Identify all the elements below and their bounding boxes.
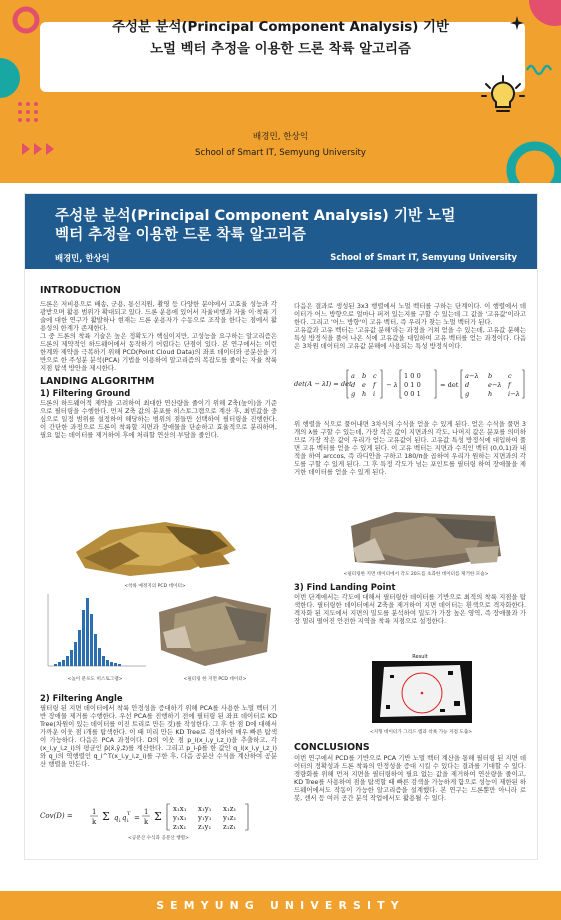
svg-text:0 0 1: 0 0 1 bbox=[404, 390, 421, 398]
left-column bbox=[40, 285, 277, 439]
svg-text:h: h bbox=[488, 390, 493, 398]
histogram-caption: <높이 분포도 히스토그램> bbox=[67, 677, 123, 682]
filtering-ground-text: 드론의 하드웨어적 제약을 고려하여 최대한 연산량을 줄이기 위해 Z축(높이)을 기준으로 필터링을 수행한다. 먼저 Z축 값의 분포를 히스토그램으로 계산 후, 최빈값을 중심으로 일정 범위를 설정하여 해당하는 범위의 점들만 선택하여 필터링을 진행한다. 이 간단한 과정으로 드론이 착륙할 지면과 장애물을 단순하고 효율적으로 분리하며, 필요 없는 데이터를 제거하여 후에 처리할 연산의 부담을 줄인다. bbox=[40, 399, 277, 439]
eigen-paragraph-2: 고유값과 고유 벡터는 '고유값 분해'라는 과정을 거쳐 얻을 수 있는데, 고유값 분해는 특성 방정식을 풀어 나온 식에 고유값을 대입하여 고유 벡터를 얻는 과정이다. 다음은 3차원 데이터의 고유값 분해에 사용되는 특성 방정식이다. bbox=[294, 326, 526, 350]
svg-text:1: 1 bbox=[144, 808, 149, 816]
teal-ring-icon bbox=[505, 140, 561, 183]
histogram-image bbox=[40, 590, 150, 674]
teal-wave-icon bbox=[525, 60, 555, 80]
landing-heading: LANDING ALGORITHM bbox=[40, 376, 155, 387]
svg-text:y₁z₁: y₁z₁ bbox=[223, 814, 237, 822]
pcd-caption: <착륙 예정지의 PCD 데이터> bbox=[124, 584, 186, 589]
filtered-ground-image bbox=[155, 592, 275, 670]
svg-text:b: b bbox=[362, 372, 367, 380]
top-header bbox=[0, 0, 561, 183]
filtering-angle-text: 필터링 된 지면 데이터에서 착륙 안정성을 증대하기 위해 PCA를 사용한 노멀 벡터 기반 장애물 제거를 수행한다. 우선 PCA를 진행하기 전에 필터링 된 좌표 데이터로 KD Tree(차원이 있는 데이터를 이진 트리로 만든 것)를 작성한다. 그 후 한 점 D에 대해서 가까운 이웃 점 i개를 탐색한다. 이 때 미리 만든 KD Tree로 검색하여 매우 빠른 탐색이 가능하다. 다음은 PCA 과정이다. D의 이웃 점 p_i(x_i,y_i,z_i)을 추출하고, 각 (x_i,y_i,z_i)의 평균인 p̄(x̄,ȳ,z̄)를 계산한다. 그리고 p_i-p̄를 한 값인 q_i(x_i,y_i,z_i)와 q_i의 역행렬인 q_i^T(x_i,y_i,z_i)를 구한 후, 다음 공분산 수식을 계산하여 공분산 행렬을 만든다. bbox=[40, 704, 277, 768]
angle-filtered-image bbox=[345, 508, 505, 570]
result-title: Result bbox=[412, 654, 428, 660]
header-affiliation: School of Smart IT, Semyung University bbox=[195, 148, 366, 158]
poster-title: 주성분 분석(Principal Component Analysis) 기반 노멀 벡터 추정을 이용한 드론 착륙 알고리즘 bbox=[55, 207, 456, 243]
svg-text:g: g bbox=[351, 390, 356, 398]
conclusions-heading: CONCLUSIONS bbox=[294, 742, 370, 753]
svg-text:Σ: Σ bbox=[154, 810, 162, 823]
svg-text:z₁y₁: z₁y₁ bbox=[198, 823, 212, 831]
angle-filtered-caption: <필터링한 지면 데이터에서 각도 20도를 초과한 데이터를 제거한 모습> bbox=[343, 572, 489, 577]
svg-text:z₁z₁: z₁z₁ bbox=[223, 823, 236, 831]
svg-text:k: k bbox=[92, 818, 97, 826]
svg-text:a: a bbox=[351, 372, 355, 380]
svg-text:b: b bbox=[488, 372, 493, 380]
poster-title-band bbox=[25, 194, 537, 269]
svg-text:h: h bbox=[362, 390, 367, 398]
conclusions-text: 이번 연구에서 PCD를 기반으로 PCA 기반 노멀 벡터 계산을 통해 필터링 된 지면 데이터의 정확성과 드론 착륙의 안정성을 증대 시킬 수 있다는 결과를 기대할 수 있다. 경량화를 위해 먼저 지면을 필터링하여 필요 없는 값을 제거하여 연산량을 줄이고, KD Tree를 사용하여 점을 탐색할 때 빠른 검색을 가능하게 함으로 성능이 제한된 하드웨어에서도 작동이 가능한 알고리즘을 설계했다. 본 연구는 드론뿐만 아니라 로봇, 센서 등 여러 공간 분석 작업에서도 활용될 수 있다. bbox=[294, 754, 527, 802]
pink-dots-icon bbox=[16, 100, 46, 130]
svg-text:1: 1 bbox=[92, 808, 97, 816]
svg-text:y₁y₁: y₁y₁ bbox=[198, 814, 212, 822]
svg-text:i: i bbox=[127, 818, 129, 824]
svg-text:f: f bbox=[373, 381, 376, 389]
poster-authors: 배경민, 한상익 bbox=[55, 253, 110, 263]
filtering-angle-heading: 2) Filtering Angle bbox=[40, 693, 123, 703]
svg-text:a−λ: a−λ bbox=[465, 372, 479, 380]
svg-text:q: q bbox=[122, 814, 127, 822]
svg-text:x₁x₁: x₁x₁ bbox=[173, 805, 187, 813]
grid-map-caption: <지형 데이터가 그리드 맵과 착륙 가능 지점 도출> bbox=[369, 730, 473, 735]
svg-text:= det: = det bbox=[440, 381, 459, 389]
header-title: 주성분 분석(Principal Component Analysis) 기반 노멀 벡터 추정을 이용한 드론 착륙 알고리즘 bbox=[112, 20, 449, 57]
characteristic-equation bbox=[294, 367, 526, 401]
det-matrix bbox=[346, 367, 528, 401]
covariance-formula bbox=[40, 802, 277, 832]
teal-half-circle-icon bbox=[0, 58, 20, 98]
pcd-landing-image bbox=[70, 512, 240, 582]
covariance-matrix bbox=[90, 802, 275, 832]
landing-point-text: 이번 단계에서는 각도에 대해서 필터링한 데이터를 기반으로 최적의 착륙 지점을 탐색한다. 필터링한 데이터에서 Z축을 제거하여 지면 데이터는 흰색으로 격자화한다. 격자화 된 지도에서 지면의 밀도를 분석하여 밀도가 가장 높은 영역, 즉 장애물과 가장 멀리 떨어진 안전한 지역을 착륙 지점으로 설정한다. bbox=[294, 593, 526, 625]
svg-text:i: i bbox=[119, 818, 121, 824]
covariance-caption: <공분산 수식과 공분산 행렬> bbox=[128, 836, 189, 841]
svg-text:=: = bbox=[134, 814, 140, 822]
footer-bar bbox=[0, 891, 561, 920]
svg-text:i: i bbox=[373, 390, 376, 398]
filtering-ground-heading: 1) Filtering Ground bbox=[40, 388, 131, 398]
eigen-paragraph-1: 다음은 결과로 생성된 3x3 행렬에서 노멀 벡터를 구하는 단계이다. 이 행렬에서 데이터가 어느 방향으로 얼마나 퍼져 있는지를 구할 수 있는데 그 값을 '고유값'이라고 한다. 그리고 '어느 방향'이 고유 벡터, 즉 우리가 찾는 노멀 벡터가 된다. bbox=[294, 302, 526, 326]
filtering-angle-section bbox=[40, 693, 277, 768]
svg-text:d: d bbox=[351, 381, 356, 389]
svg-text:e−λ: e−λ bbox=[488, 381, 502, 389]
header-authors: 배경민, 한상익 bbox=[252, 132, 309, 142]
svg-text:d: d bbox=[465, 381, 470, 389]
det-lhs: det(A − λI) = det bbox=[294, 380, 352, 388]
svg-text:c: c bbox=[508, 372, 512, 380]
svg-text:0 1 0: 0 1 0 bbox=[404, 381, 421, 389]
svg-text:f: f bbox=[508, 381, 511, 389]
svg-text:x₁y₁: x₁y₁ bbox=[198, 805, 212, 813]
poster-sheet bbox=[24, 193, 538, 860]
intro-heading: INTRODUCTION bbox=[40, 285, 121, 296]
poster-affiliation: School of Smart IT, Semyung University bbox=[330, 252, 517, 262]
svg-text:i−λ: i−λ bbox=[508, 390, 520, 398]
normal-paragraph-block bbox=[294, 420, 526, 476]
right-column bbox=[294, 302, 526, 350]
svg-text:1 0 0: 1 0 0 bbox=[404, 372, 421, 380]
footer-university: SEMYUNG UNIVERSITY bbox=[156, 899, 405, 912]
grid-map-image bbox=[360, 651, 480, 726]
filtered-ground-caption: <필터링 한 지면 PCD 데이터> bbox=[183, 677, 247, 682]
intro-paragraph-1: 드론은 저비용으로 배송, 군용, 통신지원, 촬영 등 다양한 분야에서 고효율 성능과 각광받으며 활용 범위가 확대되고 있다. 드론 운용에 있어서 자율비행과 자율 이·착륙 기술에 대한 연구가 활발하나 현재는 드론 운용자가 수동으로 조작을 한다는 점에서 활용성의 한계가 존재한다. bbox=[40, 300, 277, 332]
svg-text:k: k bbox=[144, 818, 149, 826]
normal-paragraph: 위 행렬을 식으로 풀어내면 3차식의 수식을 얻을 수 있게 된다. 얻은 수식을 풀면 3개의 λ를 구할 수 있는데, 가장 작은 값이 지면과의 각도, 나머지 값은 분포를 의미하므로 가장 작은 값이 우리가 얻는 고유값이 된다. 고유값 특성 방정식에 대입하여 풀면 고유 벡터를 얻을 수 있게 된다. 이 고유 벡터는 지면과 수직인 벡터 (0,0,1)과 내적을 하여 arccos, 즉 라디안을 구하고 180/π을 곱하여 우리가 원하는 지면과의 각도를 구할 수 있게 된다. 그 후 특정 각도가 넘는 포인트를 필터링 하여 장애물을 제거한 데이터를 얻을 수 있게 된다. bbox=[294, 420, 526, 476]
svg-text:z₁x₁: z₁x₁ bbox=[173, 823, 187, 831]
svg-text:y₁x₁: y₁x₁ bbox=[173, 814, 187, 822]
svg-text:g: g bbox=[465, 390, 470, 398]
landing-point-heading: 3) Find Landing Point bbox=[294, 582, 396, 592]
intro-paragraph-2: 그 중 드론의 착륙 기술은 높은 정확도가 핵심이지만, 고성능을 요구하는 알고리즘은 드론의 제약적인 하드웨어에서 동작하기 어렵다는 단점이 있다. 본 연구에서는 이런 한계와 제약을 극복하기 위해 PCD(Point Cloud Data)의 좌표 데이터와 공분산을 기반으로 한 주성분 분석(PCA) 기법을 이용하여 알고리즘의 복잡도를 줄이는 자율 착륙 지점 탐색 방안을 제시한다. bbox=[40, 332, 277, 372]
conclusions-section bbox=[294, 742, 526, 802]
landing-point-section bbox=[294, 582, 526, 625]
light-bulb-icon bbox=[480, 74, 526, 120]
svg-text:T: T bbox=[127, 811, 131, 817]
svg-text:c: c bbox=[373, 372, 377, 380]
svg-text:e: e bbox=[362, 381, 366, 389]
covariance-lhs: Cov(D) = bbox=[40, 812, 73, 820]
svg-text:x₁z₁: x₁z₁ bbox=[223, 805, 237, 813]
svg-text:− λ: − λ bbox=[386, 381, 398, 389]
svg-text:Σ: Σ bbox=[102, 810, 110, 823]
svg-text:q: q bbox=[114, 814, 119, 822]
